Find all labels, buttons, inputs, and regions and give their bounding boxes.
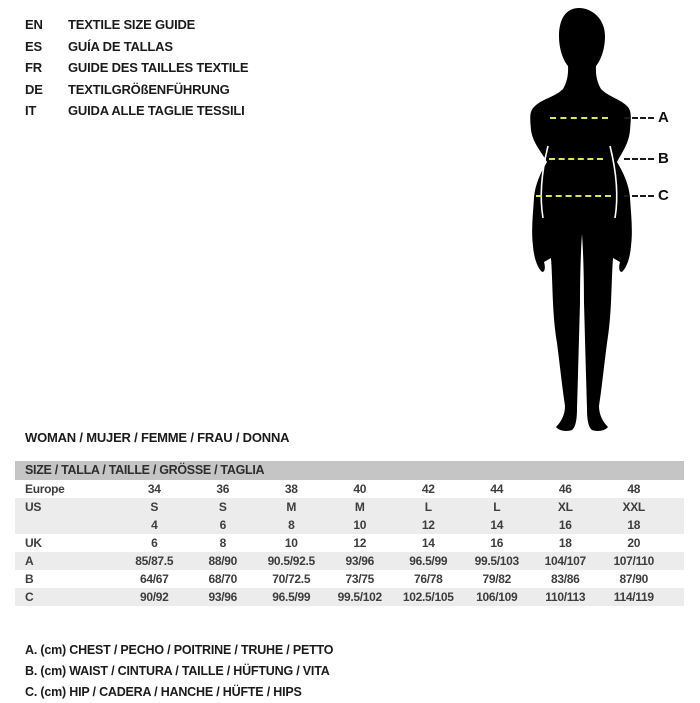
size-cell: 114/119 <box>613 590 654 604</box>
size-cell: 96.5/99 <box>272 590 311 604</box>
size-cell: S <box>218 500 227 514</box>
waist-measure-dash-on-body <box>549 158 603 160</box>
size-cell: 88/90 <box>208 554 238 568</box>
size-cell: 46 <box>558 482 572 496</box>
size-cell: 8 <box>219 536 226 550</box>
guide-title: GUÍA DE TALLAS <box>68 38 173 54</box>
guide-title: GUIDA ALLE TAGLIE TESSILI <box>68 103 245 118</box>
chest-measure-leader-dash <box>624 117 654 119</box>
size-cell: 8 <box>288 518 295 532</box>
size-cell: 90/92 <box>139 590 169 604</box>
woman-silhouette-icon <box>505 8 665 432</box>
size-cell: M <box>354 500 365 514</box>
guide-title: GUIDE DES TAILLES TEXTILE <box>68 60 249 75</box>
size-cell: 70/72.5 <box>272 572 311 586</box>
size-cell: 18 <box>627 518 641 532</box>
row-label: B <box>25 572 34 586</box>
size-cell: L <box>493 500 501 514</box>
woman-silhouette-figure <box>505 8 665 432</box>
size-cell: XL <box>557 500 573 514</box>
size-cell: 42 <box>421 482 435 496</box>
guide-title: TEXTILGRÖßENFÜHRUNG <box>68 81 230 97</box>
language-code: DE <box>25 81 43 97</box>
table-row <box>15 588 684 606</box>
size-cell: 6 <box>151 536 158 550</box>
size-cell: 14 <box>421 536 435 550</box>
size-cell: 16 <box>558 518 572 532</box>
size-cell: S <box>150 500 159 514</box>
size-cell: 40 <box>353 482 367 496</box>
chest-measure-dash-on-body <box>550 117 608 119</box>
section-title-woman: WOMAN / MUJER / FEMME / FRAU / DONNA <box>25 430 290 445</box>
legend-line: B. (cm) WAIST / CINTURA / TAILLE / HÜFTUNG / VITA <box>25 664 330 678</box>
size-cell: 79/82 <box>482 572 512 586</box>
size-cell: 34 <box>147 482 161 496</box>
row-label <box>15 516 120 534</box>
size-cell: 6 <box>219 518 226 532</box>
size-cell: 73/75 <box>345 572 375 586</box>
size-cell: 36 <box>216 482 230 496</box>
size-cell: 38 <box>284 482 298 496</box>
table-row <box>15 552 684 570</box>
guide-title: TEXTILE SIZE GUIDE <box>68 17 196 32</box>
hip-measure-dash-on-body <box>536 195 611 197</box>
row-label: A <box>25 554 34 568</box>
language-row <box>25 14 248 36</box>
size-cell: 102.5/105 <box>402 590 454 604</box>
language-code: ES <box>25 38 42 54</box>
language-code: IT <box>25 103 37 118</box>
size-cell: 110/113 <box>545 590 586 604</box>
language-row <box>25 57 248 79</box>
legend-line: C. (cm) HIP / CADERA / HANCHE / HÜFTE / HIPS <box>25 685 302 699</box>
language-code: EN <box>25 17 43 32</box>
row-label: C <box>25 590 34 604</box>
measurement-legend <box>25 640 333 703</box>
size-cell: L <box>424 500 432 514</box>
size-cell: 12 <box>421 518 435 532</box>
row-label: UK <box>25 536 42 550</box>
size-cell: 96.5/99 <box>409 554 448 568</box>
language-row <box>25 79 248 101</box>
size-cell: 107/110 <box>613 554 655 568</box>
marker-label-hip: C <box>658 187 669 204</box>
size-cell: 44 <box>490 482 504 496</box>
table-row <box>15 534 684 552</box>
table-row <box>15 516 684 534</box>
size-cell: 48 <box>627 482 641 496</box>
language-code: FR <box>25 60 42 75</box>
size-table-header: SIZE / TALLA / TAILLE / GRÖSSE / TAGLIA <box>15 461 684 480</box>
size-cell: 76/78 <box>413 572 443 586</box>
size-cell: 83/86 <box>550 572 580 586</box>
size-cell: 18 <box>558 536 572 550</box>
size-cell: 12 <box>353 536 367 550</box>
size-cell: 68/70 <box>208 572 238 586</box>
size-cell: 85/87.5 <box>135 554 174 568</box>
row-label: Europe <box>25 482 65 496</box>
legend-line: A. (cm) CHEST / PECHO / POITRINE / TRUHE / PETTO <box>25 643 334 657</box>
hip-measure-leader-dash <box>624 195 654 197</box>
size-cell: 10 <box>284 536 298 550</box>
size-cell: 20 <box>627 536 641 550</box>
row-label: US <box>25 500 42 514</box>
size-cell: 90.5/92.5 <box>267 554 315 568</box>
marker-label-chest: A <box>658 109 669 126</box>
size-cell: 87/90 <box>619 572 649 586</box>
size-cell: 14 <box>490 518 504 532</box>
size-cell: 10 <box>353 518 367 532</box>
size-table <box>15 461 684 606</box>
language-title-list <box>25 14 248 122</box>
size-cell: 93/96 <box>345 554 375 568</box>
size-cell: 16 <box>490 536 504 550</box>
table-row <box>15 480 684 498</box>
language-row <box>25 36 248 58</box>
table-row <box>15 498 684 516</box>
size-cell: 93/96 <box>208 590 238 604</box>
language-row <box>25 100 248 122</box>
size-cell: 106/109 <box>476 590 518 604</box>
size-cell: 99.5/102 <box>337 590 382 604</box>
size-cell: 99.5/103 <box>474 554 519 568</box>
marker-label-waist: B <box>658 150 669 167</box>
size-cell: 64/67 <box>139 572 169 586</box>
size-cell: 4 <box>151 518 158 532</box>
size-table-body <box>15 480 684 606</box>
size-cell: M <box>286 500 297 514</box>
table-row <box>15 570 684 588</box>
size-cell: 104/107 <box>544 554 586 568</box>
waist-measure-leader-dash <box>624 158 654 160</box>
size-cell: XXL <box>622 500 645 514</box>
